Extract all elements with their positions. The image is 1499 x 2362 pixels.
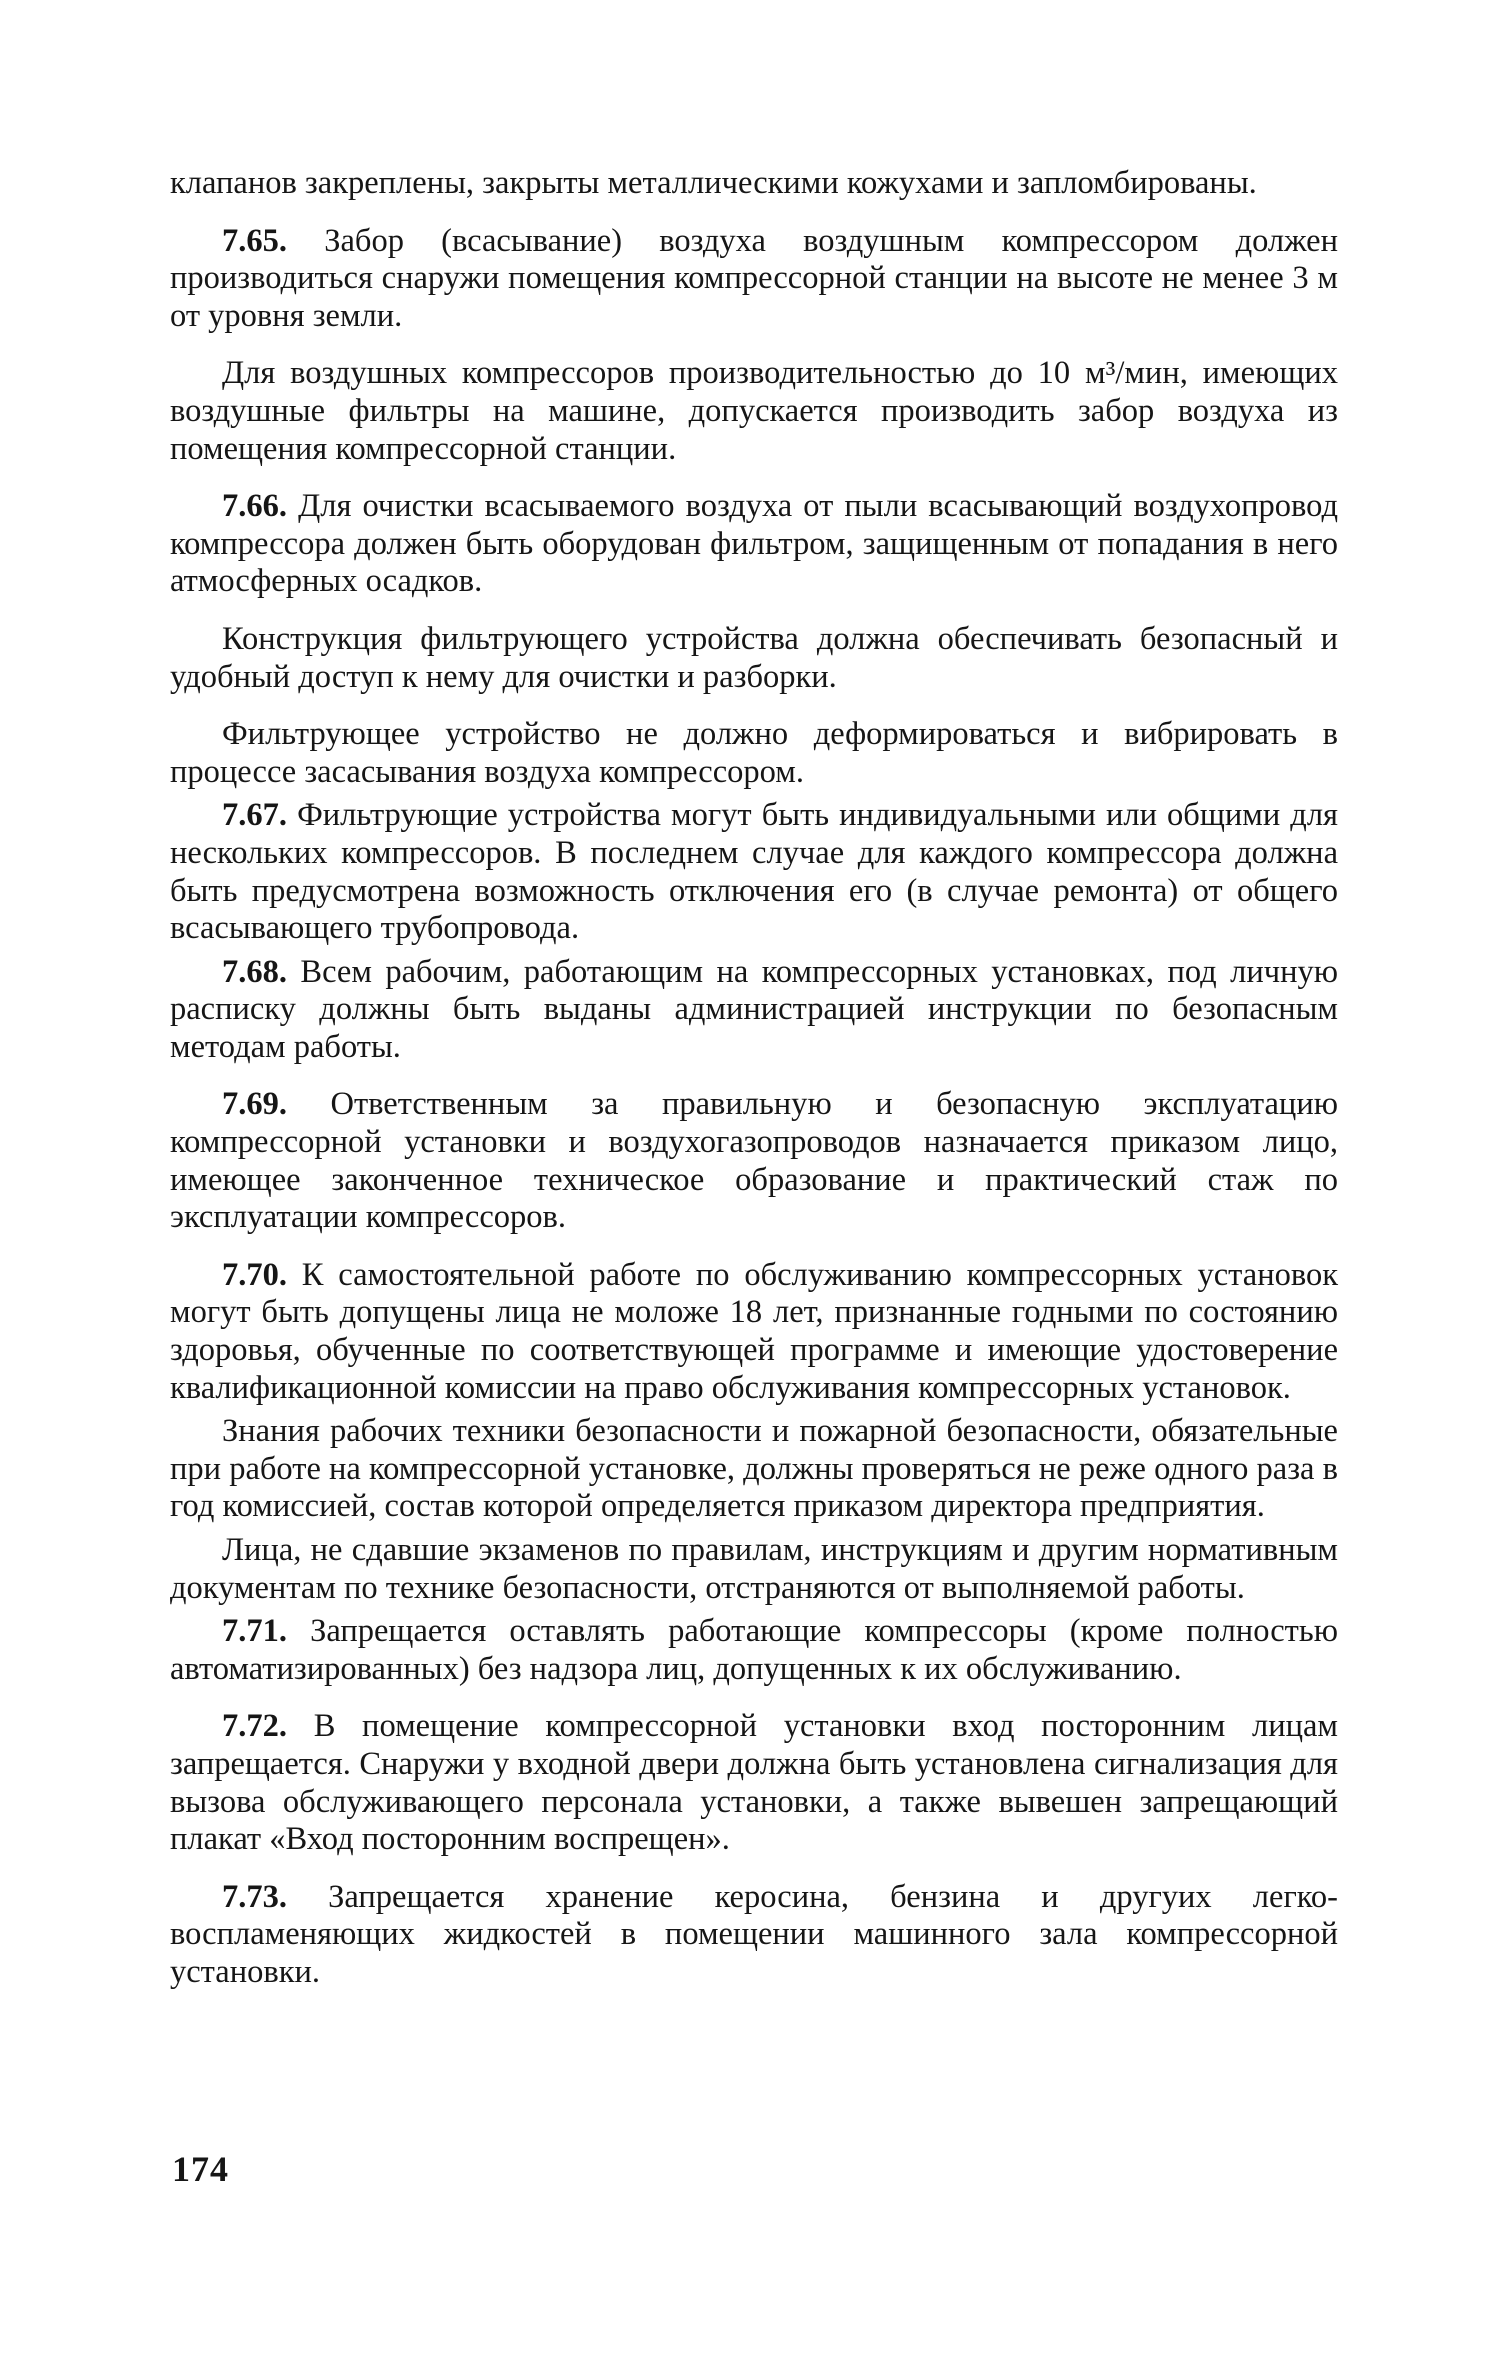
paragraph-text: К самостоятельной работе по обслуживанию компрессорных установок могут быть допущены лица не моложе 18 лет, признанные годными по состоянию здоровья, обученные по соответствующей программе и имеющие удостоверение квалификационной комиссии на право обслуживания компрессорных установок.	[170, 1256, 1338, 1406]
paragraph-7-66-filter	[170, 716, 1338, 791]
paragraph-text: Фильтрующие устройства могут быть индивидуальными или общими для нескольких компрессоров. В последнем случае для каждого компрессора должна быть предусмотрена возможность отключения его (в случае ремонта) от общего всасывающего трубопровода.	[170, 797, 1338, 947]
clause-number: 7.66.	[222, 488, 287, 525]
paragraph-text: Забор (всасывание) воздуха воздушным компрессором должен производиться снаружи помещения компрессорной станции на высоте не менее 3 м от уровня земли.	[170, 222, 1338, 334]
paragraph-text: Ответственным за правильную и безопасную эксплуатацию компрессорной установки и воздухогазопроводов назначается приказом лицо, имеющее законченное техническое образование и практический стаж по эксплуатации компрессоров.	[170, 1086, 1338, 1236]
paragraph-7-66-construction	[170, 621, 1338, 696]
paragraph-text: Конструкция фильтрующего устройства должна обеспечивать безопасный и удобный доступ к нему для очистки и разборки.	[170, 620, 1338, 695]
paragraph-7-65-note	[170, 355, 1338, 468]
clause-number: 7.72.	[222, 1708, 287, 1745]
paragraph-7-68	[170, 954, 1338, 1067]
clause-number: 7.71.	[222, 1613, 287, 1650]
paragraph-7-70-knowledge	[170, 1413, 1338, 1526]
paragraph-text: Для воздушных компрессоров производительностью до 10 м³/мин, имеющих воздушные фильтры на машине, допускается производить забор воздуха из помещения компрессорной станции.	[170, 355, 1338, 467]
page-body	[170, 165, 1338, 1992]
paragraph-continuation	[170, 165, 1338, 203]
clause-number: 7.68.	[222, 953, 287, 990]
clause-number: 7.73.	[222, 1878, 287, 1915]
paragraph-text: Для очистки всасываемого воздуха от пыли всасывающий воздухопровод компрессора должен быть оборудован фильтром, защищенным от попадания в него атмосферных осадков.	[170, 488, 1338, 600]
paragraph-text: клапанов закреплены, закрыты металлическими кожухами и запломбированы.	[170, 165, 1257, 201]
paragraph-7-69	[170, 1086, 1338, 1236]
clause-number: 7.69.	[222, 1086, 287, 1123]
paragraph-text: Знания рабочих техники безопасности и пожарной безопасности, обязательные при работе на компрессорной установке, должны проверяться не реже одного раза в год комиссией, состав которой определяется приказом директора предприятия.	[170, 1413, 1338, 1525]
paragraph-7-67	[170, 797, 1338, 947]
paragraph-text: Лица, не сдавшие экзаменов по правилам, инструкциям и другим нормативным документам по технике безопасности, отстраняются от выполняемой работы.	[170, 1532, 1338, 1606]
paragraph-7-71	[170, 1613, 1338, 1688]
paragraph-7-70-exclusion	[170, 1532, 1338, 1607]
paragraph-7-72	[170, 1708, 1338, 1858]
paragraph-text: Фильтрующее устройство не должно деформироваться и вибрировать в процессе засасывания воздуха компрессором.	[170, 716, 1338, 790]
paragraph-7-73	[170, 1879, 1338, 1992]
clause-number: 7.65.	[222, 222, 287, 259]
paragraph-text: Запрещается хранение керосина, бензина и другуих легковоспламеняющих жидкостей в помещении машинного зала компрессорной установки.	[170, 1878, 1338, 1990]
paragraph-text: Запрещается оставлять работающие компрессоры (кроме полностью автоматизированных) без надзора лиц, допущенных к их обслуживанию.	[170, 1613, 1338, 1687]
paragraph-text: В помещение компрессорной установки вход посторонним лицам запрещается. Снаружи у входной двери должна быть установлена сигнализация для вызова обслуживающего персонала установки, а также вывешен запрещающий плакат «Вход посторонним воспрещен».	[170, 1708, 1338, 1858]
paragraph-text: Всем рабочим, работающим на компрессорных установках, под личную расписку должны быть выданы администрацией инструкции по безопасным методам работы.	[170, 953, 1338, 1065]
clause-number: 7.67.	[222, 797, 287, 834]
paragraph-7-65	[170, 223, 1338, 336]
paragraph-7-70	[170, 1257, 1338, 1407]
clause-number: 7.70.	[222, 1256, 287, 1293]
page-number: 174	[172, 2149, 229, 2189]
paragraph-7-66	[170, 488, 1338, 601]
